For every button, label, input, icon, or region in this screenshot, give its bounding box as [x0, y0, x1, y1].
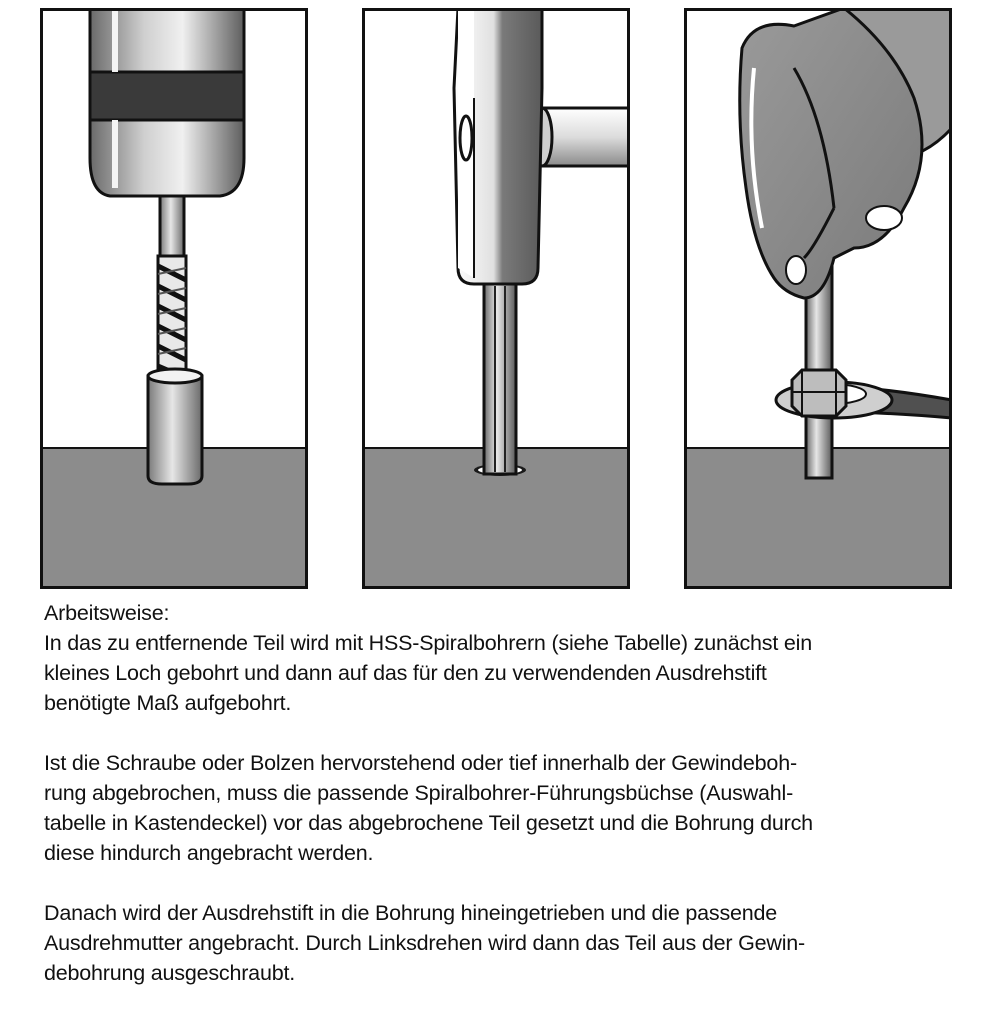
hammer-icon	[362, 8, 630, 589]
figure-panel-drilling	[40, 8, 308, 589]
figure-panel-hammering	[362, 8, 630, 589]
figure-panel-unscrewing	[684, 8, 952, 589]
instructions-heading: Arbeitsweise:	[44, 601, 170, 625]
drill-icon	[40, 8, 308, 589]
instructions-text	[44, 598, 964, 1018]
wrench-icon	[684, 8, 952, 589]
paragraph-line: rung abgebrochen, muss die passende Spiralbohrer-Führungsbüchse (Auswahl-	[44, 781, 794, 805]
paragraph-line: debohrung ausgeschraubt.	[44, 961, 296, 985]
paragraph-guide-bushing	[44, 748, 964, 868]
paragraph-line: kleines Loch gebohrt und dann auf das für den zu verwendenden Ausdrehstift	[44, 661, 767, 685]
paragraph-drilling	[44, 628, 964, 718]
paragraph-line: Danach wird der Ausdrehstift in die Bohrung hineingetrieben und die passende	[44, 901, 778, 925]
paragraph-line: benötigte Maß aufgebohrt.	[44, 691, 292, 715]
paragraph-line: Ist die Schraube oder Bolzen hervorstehend oder tief innerhalb der Gewindeboh-	[44, 751, 797, 775]
paragraph-line: In das zu entfernende Teil wird mit HSS-Spiralbohrern (siehe Tabelle) zunächst ein	[44, 631, 812, 655]
paragraph-line: tabelle in Kastendeckel) vor das abgebrochene Teil gesetzt und die Bohrung durch	[44, 811, 813, 835]
paragraph-line: Ausdrehmutter angebracht. Durch Linksdrehen wird dann das Teil aus der Gewin-	[44, 931, 806, 955]
paragraph-line: diese hindurch angebracht werden.	[44, 841, 374, 865]
paragraph-extraction	[44, 898, 964, 988]
